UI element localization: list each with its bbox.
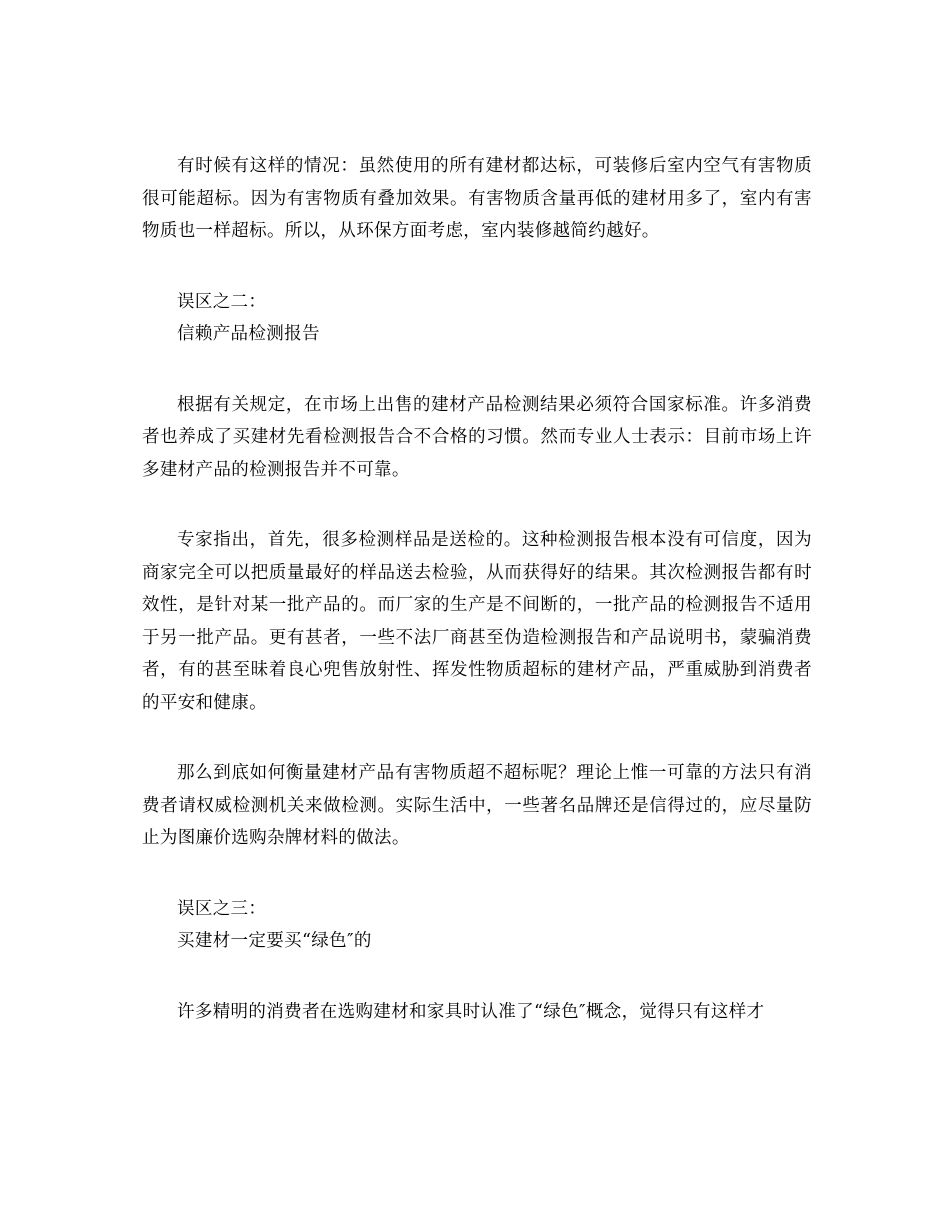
section-2-label: 误区之二： <box>177 291 267 312</box>
paragraph-regulations: 根据有关规定，在市场上出售的建材产品检测结果必须符合国家标准。许多消费者也养成了买建材先看检测报告合不合格的习惯。然而专业人士表示：目前市场上许多建材产品的检测报告并不可靠。 <box>142 394 812 480</box>
paragraph-expert-opinion: 专家指出，首先，很多检测样品是送检的。这种检测报告根本没有可信度，因为商家完全可以把质量最好的样品送去检验，从而获得好的结果。其次检测报告都有时效性，是针对某一批产品的。而厂家的生产是不间断的，一批产品的检测报告不适用于另一批产品。更有甚者，一些不法厂商甚至伪造检测报告和产品说明书，蒙骗消费者，有的甚至昧着良心兜售放射性、挥发性物质超标的建材产品，严重威胁到消费者的平安和健康。 <box>142 530 812 713</box>
paragraph-green-concept: 许多精明的消费者在选购建材和家具时认准了“绿色″概念，觉得只有这样才 <box>177 1001 765 1022</box>
paragraph-spacer <box>142 486 812 524</box>
paragraph-spacer <box>142 958 812 996</box>
section-3-label: 误区之三： <box>177 898 267 919</box>
document-body <box>142 150 812 1028</box>
paragraph-spacer <box>142 855 812 893</box>
paragraph-spacer <box>142 351 812 389</box>
section-2-title: 信赖产品检测报告 <box>177 324 320 344</box>
paragraph-measurement: 那么到底如何衡量建材产品有害物质超不超标呢？理论上惟一可靠的方法只有消费者请权威检测机关来做检测。实际生活中，一些著名品牌还是信得过的，应尽量防止为图廉价选购杂牌材料的做法。 <box>142 763 812 848</box>
paragraph-spacer <box>142 719 812 757</box>
paragraph-spacer <box>142 248 812 286</box>
section-3-title: 买建材一定要买“绿色″的 <box>177 931 372 951</box>
paragraph-indoor-pollution: 有时候有这样的情况：虽然使用的所有建材都达标，可装修后室内空气有害物质很可能超标。因为有害物质有叠加效果。有害物质含量再低的建材用多了，室内有害物质也一样超标。所以，从环保方面考虑，室内装修越简约越好。 <box>142 156 812 241</box>
